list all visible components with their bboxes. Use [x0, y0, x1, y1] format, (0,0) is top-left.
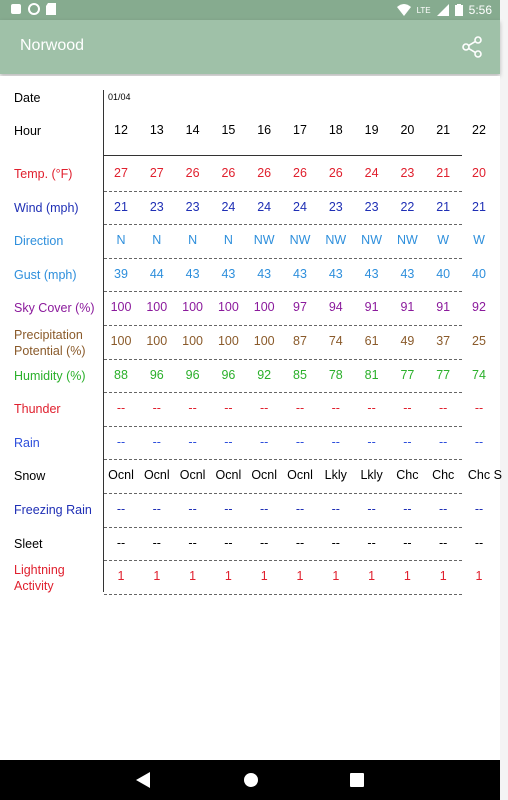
cell-direction: W: [473, 233, 485, 248]
hour-cell: 22: [472, 123, 486, 137]
cell-direction: N: [223, 233, 233, 248]
cell-sky: 100: [146, 300, 168, 315]
cell-freezing: --: [116, 502, 126, 516]
row-separator: [104, 291, 462, 292]
header-separator: [104, 155, 462, 156]
row-label-thunder: Thunder: [14, 402, 61, 417]
cell-precip: 100: [146, 334, 168, 348]
cell-rain: --: [295, 434, 305, 449]
cell-precip: 87: [293, 334, 307, 348]
cell-rain: --: [152, 434, 161, 449]
cell-temp: 24: [364, 166, 379, 180]
row-label-lightning: Lightning Activity: [14, 563, 65, 594]
cell-direction: N: [116, 233, 126, 248]
cell-wind: 21: [114, 199, 128, 214]
cell-precip: 100: [253, 334, 275, 348]
cell-thunder: --: [367, 401, 376, 416]
cell-temp: 26: [293, 166, 307, 180]
sd-card-icon: [46, 3, 56, 15]
cell-temp: 27: [149, 166, 164, 180]
forecast-table: [0, 76, 500, 760]
cell-rain: --: [116, 434, 126, 449]
row-separator: [104, 426, 462, 427]
cell-lightning: 1: [368, 569, 376, 584]
cell-direction: N: [152, 233, 162, 248]
cell-lightning: 1: [439, 569, 447, 584]
battery-icon: [455, 4, 463, 16]
row-label-direction: Direction: [14, 234, 64, 249]
cell-wind: 24: [221, 199, 236, 214]
cell-snow: Ocnl: [143, 468, 170, 483]
row-label-humidity: Humidity (%): [14, 368, 86, 383]
cell-rain: --: [367, 434, 376, 449]
signal-icon: [437, 4, 449, 16]
cell-freezing: --: [224, 502, 233, 516]
app-bar: [0, 20, 500, 74]
cell-snow: Ocnl: [108, 468, 134, 483]
cell-rain: --: [403, 434, 412, 449]
cell-direction: NW: [253, 233, 275, 248]
cell-thunder: --: [295, 401, 305, 416]
forecast-grid: [104, 76, 500, 636]
cell-snow: Chc: [467, 468, 491, 483]
cell-humidity: 96: [185, 367, 200, 382]
row-separator: [104, 325, 462, 326]
cell-freezing: --: [403, 502, 412, 516]
cell-direction: NW: [325, 233, 347, 248]
row-label-freezing: Freezing Rain: [14, 503, 92, 517]
row-label-snow: Snow: [14, 469, 46, 484]
clock: 5:56: [468, 3, 492, 17]
cell-sky: 91: [364, 300, 379, 315]
cell-rain: --: [224, 434, 233, 449]
cell-freezing: --: [331, 502, 340, 516]
hour-cell: 21: [436, 123, 451, 137]
cell-snow: Chc: [432, 468, 455, 483]
row-separator: [104, 560, 462, 561]
cell-lightning: 1: [189, 569, 197, 584]
row-separator: [104, 527, 462, 528]
cell-direction: W: [437, 233, 450, 248]
cell-thunder: --: [260, 401, 269, 416]
row-label-precip: Precipitation Potential (%): [14, 328, 86, 358]
hour-cell: 19: [364, 123, 379, 137]
cell-thunder: --: [152, 401, 161, 416]
row-label-sleet: Sleet: [14, 536, 43, 551]
cell-snow: Ocnl: [287, 468, 313, 483]
cell-lightning: 1: [475, 569, 483, 584]
cell-temp: 21: [436, 166, 451, 180]
notification-icon: [10, 3, 22, 15]
navigation-bar: [0, 760, 500, 800]
cell-humidity: 88: [114, 367, 128, 382]
cell-sky: 100: [110, 300, 132, 315]
cell-humidity: 77: [400, 367, 415, 382]
cell-humidity: 74: [472, 367, 486, 382]
cell-temp: 26: [185, 166, 200, 180]
cell-snow: Ocnl: [215, 468, 242, 483]
status-bar: [0, 0, 500, 20]
row-separator: [104, 459, 462, 460]
cell-thunder: --: [439, 401, 448, 416]
cell-precip: 100: [182, 334, 204, 348]
hour-cell: 14: [185, 123, 200, 137]
hour-cell: 20: [400, 123, 415, 137]
cell-precip: 61: [364, 334, 379, 348]
cell-precip: 25: [472, 334, 486, 348]
cell-gust: 43: [185, 266, 200, 281]
cell-direction: N: [188, 233, 198, 248]
cell-humidity: 85: [293, 367, 307, 382]
row-separator: [104, 224, 462, 225]
network-type: LTE: [416, 5, 431, 15]
cell-direction: NW: [361, 233, 382, 248]
cell-thunder: --: [188, 401, 197, 416]
page-title: Norwood: [20, 37, 85, 54]
cell-thunder: --: [474, 401, 484, 416]
cell-gust: 39: [114, 266, 128, 281]
cell-snow: Lkly: [360, 468, 383, 483]
cell-lightning: 1: [332, 569, 340, 584]
cell-snow: Chc: [396, 468, 419, 483]
hour-label: Hour: [14, 124, 42, 138]
back-icon[interactable]: [136, 772, 150, 788]
cell-rain: --: [331, 434, 340, 449]
cell-humidity: 81: [364, 367, 379, 382]
cell-sleet: --: [403, 535, 412, 550]
wifi-icon: [397, 4, 411, 16]
cell-thunder: --: [224, 401, 233, 416]
row-label-wind: Wind (mph): [14, 200, 79, 215]
cell-sleet: --: [474, 535, 484, 550]
cell-wind: 21: [436, 199, 451, 214]
cell-freezing: --: [152, 502, 161, 516]
cell-gust: 43: [364, 266, 379, 281]
cell-snow: Ocnl: [179, 468, 206, 483]
cell-temp: 26: [257, 166, 272, 180]
cell-sky: 92: [472, 300, 486, 315]
cell-wind: 23: [185, 199, 200, 214]
cell-precip: 49: [400, 334, 415, 348]
cell-lightning: 1: [224, 569, 232, 584]
row-separator: [104, 493, 462, 494]
hour-cell: 17: [293, 123, 307, 137]
cell-freezing: --: [367, 502, 376, 516]
cell-sky: 100: [217, 300, 239, 315]
row-label-sky: Sky Cover (%): [14, 301, 95, 316]
cell-direction: NW: [289, 233, 311, 248]
cell-gust: 40: [472, 266, 486, 281]
cell-direction: NW: [396, 233, 418, 248]
cell-rain: --: [474, 434, 484, 449]
date-label: Date: [14, 91, 41, 105]
cell-sky: 100: [182, 300, 204, 315]
cell-humidity: 77: [436, 367, 451, 382]
recents-icon[interactable]: [350, 773, 364, 787]
row-separator: [104, 191, 462, 192]
cell-gust: 43: [400, 266, 415, 281]
cell-precip: 100: [217, 334, 239, 348]
cell-rain: --: [188, 434, 197, 449]
home-icon[interactable]: [243, 772, 259, 788]
row-separator: [104, 359, 462, 360]
cell-gust: 43: [293, 266, 307, 281]
cell-freezing: --: [188, 502, 197, 516]
row-label-rain: Rain: [14, 435, 40, 450]
hour-cell: 18: [328, 123, 343, 137]
cell-lightning: 1: [260, 569, 268, 584]
cell-gust: 43: [328, 266, 343, 281]
cell-sleet: --: [224, 535, 233, 550]
cell-temp: 20: [472, 166, 486, 180]
cell-thunder: --: [331, 401, 340, 416]
cell-humidity: 96: [221, 367, 236, 382]
cell-sky: 91: [400, 300, 415, 315]
cell-lightning: 1: [296, 569, 304, 584]
cell-gust: 44: [149, 266, 164, 281]
cell-wind: 24: [257, 199, 272, 214]
cell-snow-partial: S: [493, 468, 502, 483]
cell-sleet: --: [295, 535, 305, 550]
cell-rain: --: [439, 434, 448, 449]
hour-cell: 15: [221, 123, 236, 137]
cell-freezing: --: [474, 502, 484, 516]
cell-freezing: --: [295, 502, 305, 516]
cell-humidity: 78: [328, 367, 343, 382]
cell-sky: 97: [293, 300, 307, 315]
cell-freezing: --: [260, 502, 269, 516]
cell-precip: 37: [436, 334, 451, 348]
cell-precip: 100: [110, 334, 132, 348]
row-separator: [104, 392, 462, 393]
cell-sleet: --: [116, 535, 126, 550]
cell-wind: 23: [328, 199, 343, 214]
share-icon[interactable]: [460, 35, 484, 59]
cell-sleet: --: [331, 535, 340, 550]
hour-cell: 13: [149, 123, 164, 137]
date-value: 01/04: [108, 92, 131, 102]
cell-sky: 91: [436, 300, 451, 315]
cell-gust: 43: [257, 266, 272, 281]
cell-gust: 43: [221, 266, 236, 281]
cell-sleet: --: [152, 535, 161, 550]
cell-sleet: --: [188, 535, 197, 550]
cell-lightning: 1: [117, 569, 125, 584]
cell-precip: 74: [328, 334, 343, 348]
cell-gust: 40: [436, 266, 451, 281]
cell-sky: 100: [253, 300, 275, 315]
cell-wind: 21: [472, 199, 486, 214]
row-separator: [104, 258, 462, 259]
sync-icon: [28, 3, 40, 15]
cell-freezing: --: [439, 502, 448, 516]
row-separator: [104, 594, 462, 595]
cell-temp: 26: [328, 166, 343, 180]
cell-sleet: --: [367, 535, 376, 550]
cell-humidity: 92: [257, 367, 272, 382]
hour-cell: 16: [257, 123, 272, 137]
cell-temp: 26: [221, 166, 236, 180]
cell-temp: 27: [114, 166, 128, 180]
cell-wind: 24: [293, 199, 307, 214]
cell-snow: Lkly: [324, 468, 347, 483]
cell-humidity: 96: [149, 367, 164, 382]
cell-wind: 22: [400, 199, 415, 214]
cell-lightning: 1: [153, 569, 161, 584]
cell-wind: 23: [149, 199, 164, 214]
row-label-temp: Temp. (°F): [14, 167, 73, 181]
cell-snow: Ocnl: [251, 468, 278, 483]
cell-wind: 23: [364, 199, 379, 214]
cell-sleet: --: [260, 535, 269, 550]
cell-sleet: --: [439, 535, 448, 550]
cell-rain: --: [260, 434, 269, 449]
cell-sky: 94: [328, 300, 343, 315]
cell-temp: 23: [400, 166, 415, 180]
cell-thunder: --: [403, 401, 412, 416]
hour-cell: 12: [114, 123, 128, 137]
row-label-gust: Gust (mph): [14, 267, 77, 282]
cell-thunder: --: [116, 401, 126, 416]
cell-lightning: 1: [403, 569, 411, 584]
